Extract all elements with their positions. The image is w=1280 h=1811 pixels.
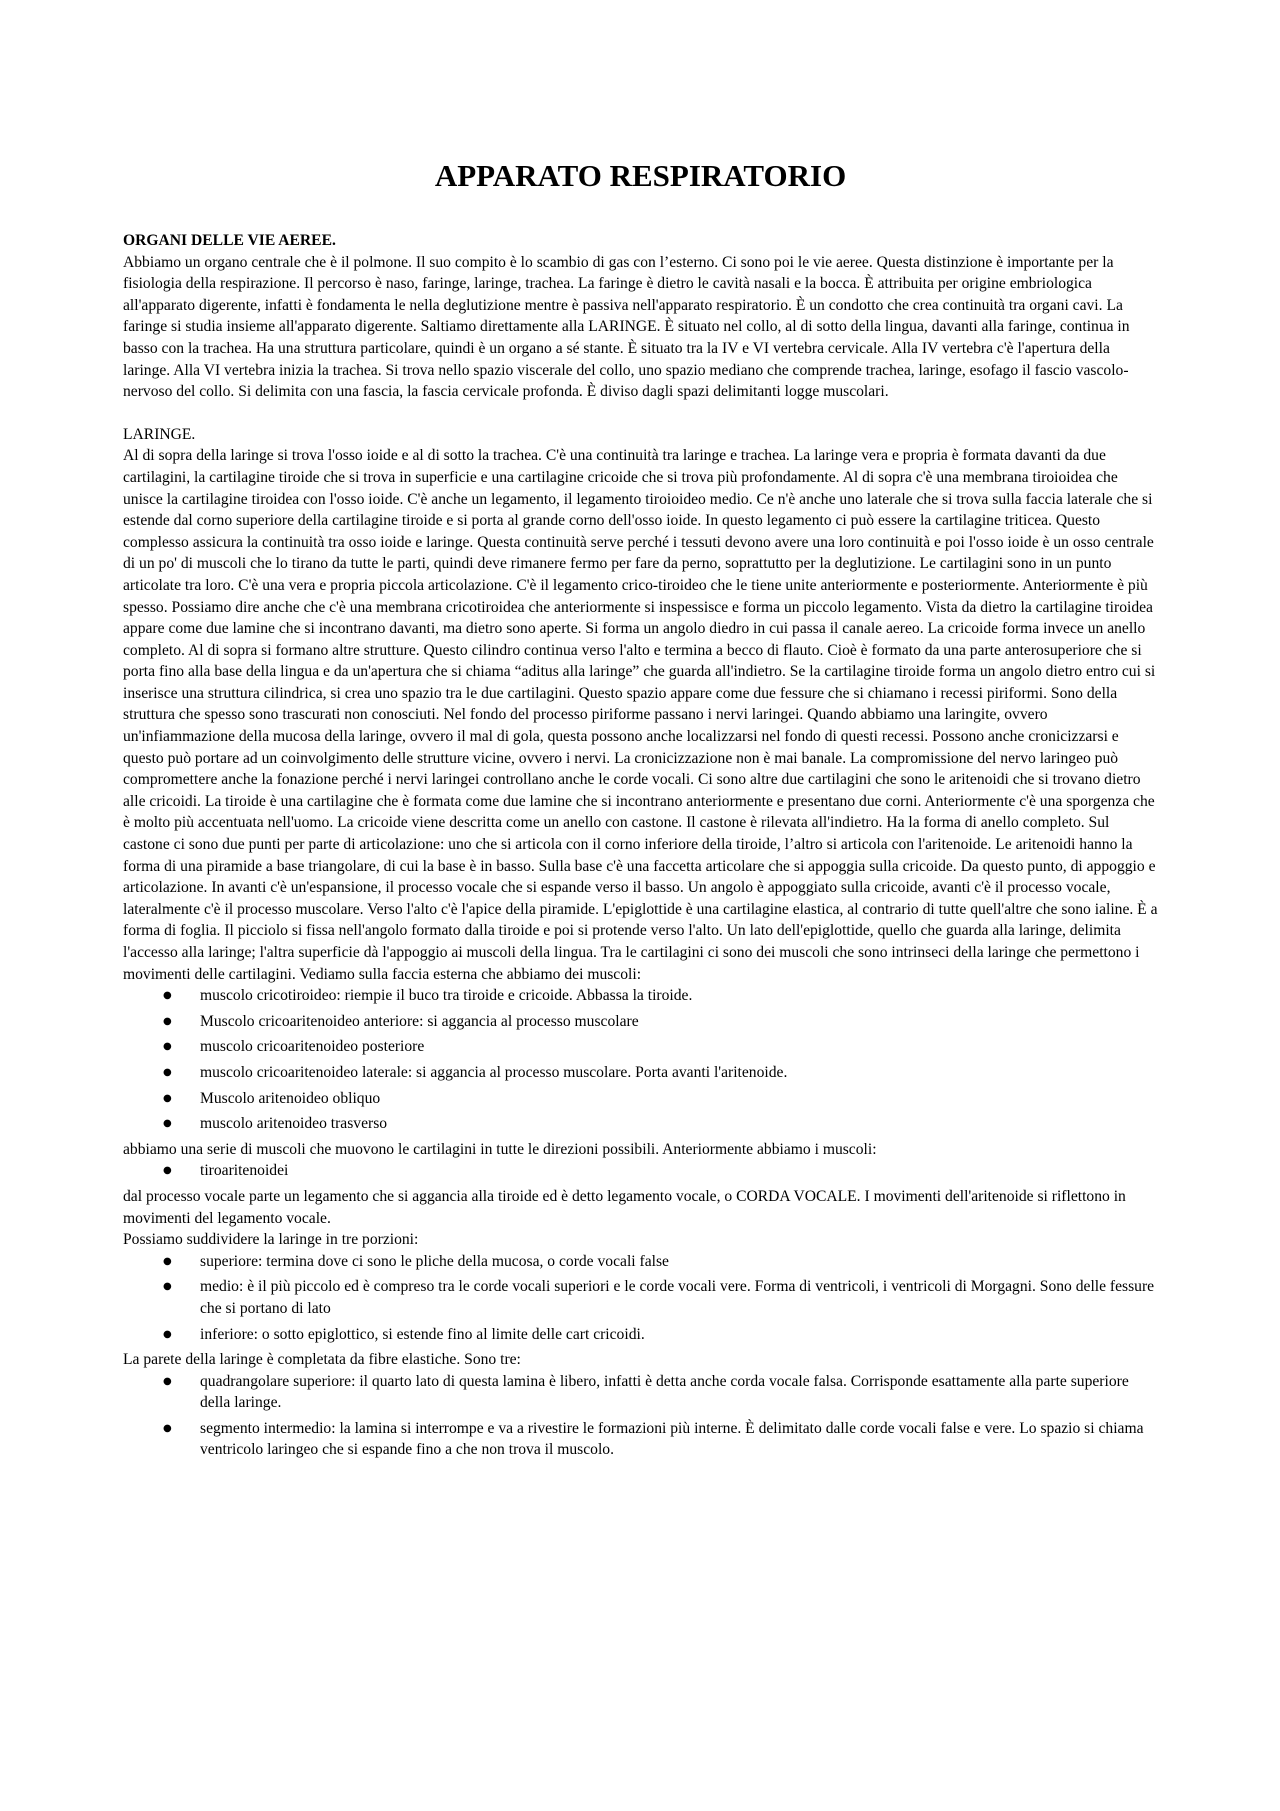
- document-title: APPARATO RESPIRATORIO: [434, 158, 847, 193]
- list-item: ● Muscolo aritenoideo obliquo: [123, 1088, 1158, 1110]
- list-item: ● muscolo cricoaritenoideo posteriore: [123, 1036, 1158, 1058]
- list-item: ● inferiore: o sotto epiglottico, si estende fino al limite delle cart cricoidi.: [123, 1324, 1158, 1346]
- list-item: ● muscolo aritenoideo trasverso: [123, 1113, 1158, 1135]
- paragraph-laringe: Al di sopra della laringe si trova l'osso ioide e al di sotto la trachea. C'è una continuità tra laringe e trachea. La laringe vera e propria è formata davanti da due cartilagini, la cartilagine tiroide che si trova in superficie e una cartilagine cricoide che si trova più profondamente. Al di sopra c'è una membrana tiroioidea che unisce la cartilagine tiroidea con l'osso ioide. C'è anche un legamento, il legamento tiroioideo medio. Ce n'è anche uno laterale che si trova sulla faccia laterale che si estende dal corno superiore della cartilagine tiroide e si porta al grande corno dell'osso ioide. In questo legamento ci può essere la cartilagine triticea. Questo complesso assicura la continuità tra osso ioide e laringe. Questa continuità serve perché i tessuti devono avere una loro continuità e poi l'osso ioide è un osso centrale di un po' di muscoli che lo tirano da tutte le parti, quindi deve rimanere fermo per fare da perno, soprattutto per la deglutizione. Le cartilagini sono in un punto articolate tra loro. C'è una vera e propria piccola articolazione. C'è il legamento crico-tiroideo che le tiene unite anteriormente e posteriormente. Anteriormente è più spesso. Possiamo dire anche che c'è una membrana cricotiroidea che anteriormente si inspessisce e forma un piccolo legamento. Vista da dietro la cartilagine tiroidea appare come due lamine che si incontrano davanti, ma dietro sono aperte. Si forma un angolo diedro in cui passa il canale aereo. La cricoide forma invece un anello completo. Al di sopra si formano altre strutture. Questo cilindro continua verso l'alto e termina a becco di flauto. Cioè è formato da una parte anterosuperiore che si porta fino alla base della lingua e da un'apertura che si chiama “aditus alla laringe” che guarda all'indietro. Se la cartilagine tiroide forma un angolo dietro entro cui si inserisce una struttura cilindrica, si crea uno spazio tra le due cartilagini. Questo spazio appare come due fessure che si chiamano i recessi piriformi. Sono della struttura che spesso sono trascurati non conosciuti. Nel fondo del processo piriforme passano i nervi laringei. Quando abbiamo una laringite, ovvero un'infiammazione della mucosa della laringe, ovvero il mal di gola, questa possono anche localizzarsi nel fondo di questi recessi. Possono anche cronicizzarsi e questo può portare ad un coinvolgimento delle strutture vicine, ovvero i nervi. La cronicizzazione non è mai banale. La compromissione del nervo laringeo può compromettere anche la fonazione perché i nervi laringei controllano anche le corde vocali. Ci sono altre due cartilagini che sono le aritenoidi che si trovano dietro alle cricoidi. La tiroide è una cartilagine che è formata come due lamine che si incontrano anteriormente e presentano due corni. Anteriormente c'è una sporgenza che è molto più accentuata nell'uomo. La cricoide viene descritta come un anello con castone. Il castone è rilevata all'indietro. Ha la forma di anello completo. Sul castone ci sono due punti per parte di articolazione: uno che si articola con il corno inferiore della tiroide, l’altro si articola con l'aritenoide. Le aritenoidi hanno la forma di una piramide a base triangolare, di cui la base è in basso. Sulla base c'è una faccetta articolare che si appoggia sulla cricoide. Da questo punto, di appoggio e articolazione. In avanti c'è un'espansione, il processo vocale che si espande verso il basso. Un angolo è appoggiato sulla cricoide, avanti c'è il processo vocale, lateralmente c'è il processo muscolare. Verso l'alto c'è l'apice della piramide. L'epiglottide è una cartilagine elastica, al contrario di tutte quell'altre che sono ialine. È a forma di foglia. Il picciolo si fissa nell'angolo formato dalla tiroide e poi si protende verso l'alto. Un lato dell'epiglottide, quello che guarda alla laringe, delimita l'accesso alla laringe; l'altra superficie dà l'appoggio ai muscoli della lingua. Tra le cartilagini ci sono dei muscoli che sono intrinseci della laringe che permettono i movimenti delle cartilagini. Vediamo sulla faccia esterna che abbiamo dei muscoli:: [123, 447, 1158, 983]
- paragraph-wall-intro: La parete della laringe è completata da fibre elastiche. Sono tre:: [123, 1351, 521, 1369]
- list-item: ● muscolo cricoaritenoideo laterale: si aggancia al processo muscolare. Porta avanti l'aritenoide.: [123, 1062, 1158, 1084]
- section-gap: [123, 403, 1158, 424]
- external-muscles-list: [123, 985, 1158, 1135]
- paragraph-after-muscles: abbiamo una serie di muscoli che muovono le cartilagini in tutte le direzioni possibili. Anteriormente abbiamo i muscoli:: [123, 1140, 877, 1158]
- paragraph-vie-aeree: Abbiamo un organo centrale che è il polmone. Il suo compito è lo scambio di gas con l’esterno. Ci sono poi le vie aeree. Questa distinzione è importante per la fisiologia della respirazione. Il percorso è naso, faringe, laringe, trachea. La faringe è dietro le cavità nasali e la bocca. È attribuita per origine embriologica all'apparato digerente, infatti è fondamenta le nella deglutizione mentre è passiva nell'apparato respiratorio. È un condotto che crea continuità tra organi cavi. La faringe si studia insieme all'apparato digerente. Saltiamo direttamente alla LARINGE. È situato nel collo, al di sotto della lingua, davanti alla faringe, continua in basso con la trachea. Ha una struttura particolare, quindi è un organo a sé stante. È situato tra la IV e VI vertebra cervicale. Alla IV vertebra c'è l'apertura della laringe. Alla VI vertebra inizia la trachea. Si trova nello spazio viscerale del collo, uno spazio mediano che comprende trachea, laringe, esofago il fascio vascolo-nervoso del collo. Si delimita con una fascia, la fascia cervicale profonda. È diviso dagli spazi delimitanti logge muscolari.: [123, 253, 1130, 401]
- list-item: ● Muscolo cricoaritenoideo anteriore: si aggancia al processo muscolare: [123, 1011, 1158, 1033]
- document-page: [123, 150, 1158, 1465]
- list-item: ● quadrangolare superiore: il quarto lato di questa lamina è libero, infatti è detta anche corda vocale falsa. Corrisponde esattamente alla parte superiore della laringe.: [123, 1371, 1158, 1414]
- anterior-muscles-list: [123, 1160, 1158, 1182]
- paragraph-vocal-ligament: dal processo vocale parte un legamento che si aggancia alla tiroide ed è detto legamento vocale, o CORDA VOCALE. I movimenti dell'aritenoide si riflettono in movimenti del legamento vocale.: [123, 1187, 1126, 1227]
- paragraph-portions-intro: Possiamo suddividere la laringe in tre porzioni:: [123, 1231, 419, 1249]
- list-item: ● medio: è il più piccolo ed è compreso tra le corde vocali superiori e le corde vocali vere. Forma di ventricoli, i ventricoli di Morgagni. Sono delle fessure che si portano di lato: [123, 1276, 1158, 1319]
- portions-list: [123, 1251, 1158, 1345]
- list-item: ● tiroaritenoidei: [123, 1160, 1158, 1182]
- section-heading-laringe: LARINGE.: [123, 425, 196, 443]
- list-item: ● muscolo cricotiroideo: riempie il buco tra tiroide e cricoide. Abbassa la tiroide.: [123, 985, 1158, 1007]
- list-item: ● segmento intermedio: la lamina si interrompe e va a rivestire le formazioni più interne. È delimitato dalle corde vocali false e vere. Lo spazio si chiama ventricolo laringeo che si espande fino a che non trova il muscolo.: [123, 1418, 1158, 1461]
- section-heading-vie-aeree: ORGANI DELLE VIE AEREE.: [123, 232, 336, 249]
- wall-list: [123, 1371, 1158, 1461]
- list-item: ● superiore: termina dove ci sono le pliche della mucosa, o corde vocali false: [123, 1251, 1158, 1273]
